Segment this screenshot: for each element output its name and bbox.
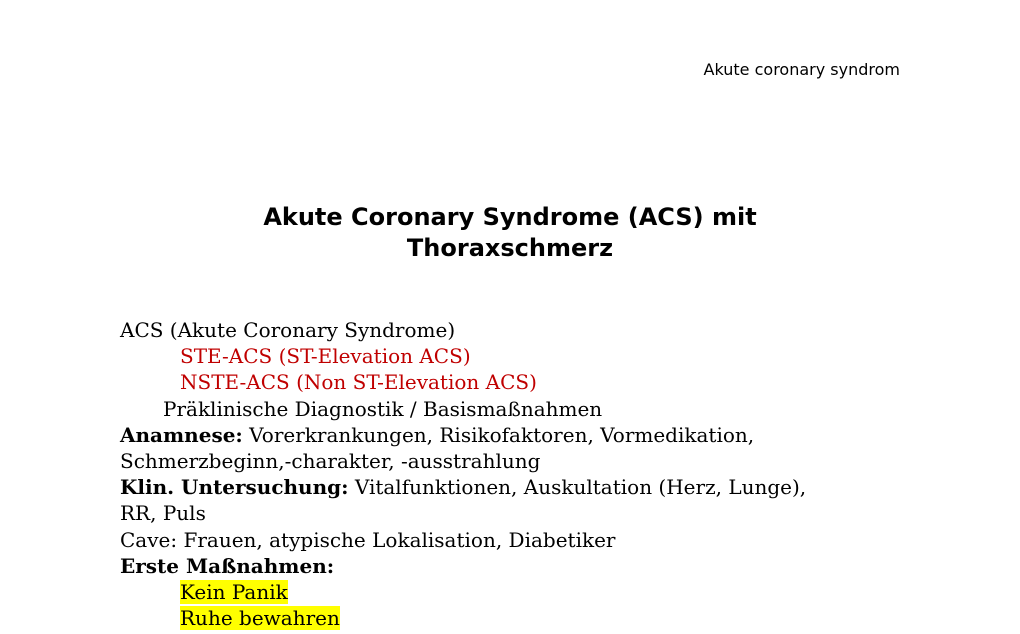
diagnostik-subheading: Präklinische Diagnostik / Basismaßnahmen (163, 396, 603, 421)
massnahme-item (120, 605, 910, 631)
ste-acs-item: STE-ACS (ST-Elevation ACS) (180, 344, 471, 369)
document-body (120, 317, 910, 631)
massnahme-item (120, 579, 910, 605)
cave-line: Cave: Frauen, atypische Lokalisation, Diabetiker (120, 527, 616, 552)
anamnese-text: Vorerkrankungen, Risikofaktoren, Vormedikation, (242, 422, 755, 447)
klin-untersuchung-continuation: RR, Puls (120, 501, 206, 526)
klin-untersuchung-text: Vitalfunktionen, Auskultation (Herz, Lunge), (348, 475, 807, 500)
title-line-2: Thoraxschmerz (406, 234, 614, 262)
acs-heading: ACS (Akute Coronary Syndrome) (120, 318, 456, 342)
erste-massnahmen-heading: Erste Maßnahmen: (120, 553, 335, 578)
nste-acs-item: NSTE-ACS (Non ST-Elevation ACS) (180, 370, 537, 395)
klin-untersuchung-line (120, 474, 910, 500)
document-title (0, 202, 1020, 264)
anamnese-label: Anamnese: (120, 422, 243, 447)
header-note: Akute coronary syndrom (703, 60, 900, 79)
massnahme-kein-panik: Kein Panik (180, 579, 288, 604)
massnahme-ruhe-bewahren: Ruhe bewahren (180, 606, 340, 631)
klin-untersuchung-label: Klin. Untersuchung: (120, 475, 349, 500)
title-line-1: Akute Coronary Syndrome (ACS) mit (263, 203, 757, 231)
anamnese-line (120, 422, 910, 448)
anamnese-continuation: Schmerzbeginn,-charakter, -ausstrahlung (120, 448, 541, 473)
